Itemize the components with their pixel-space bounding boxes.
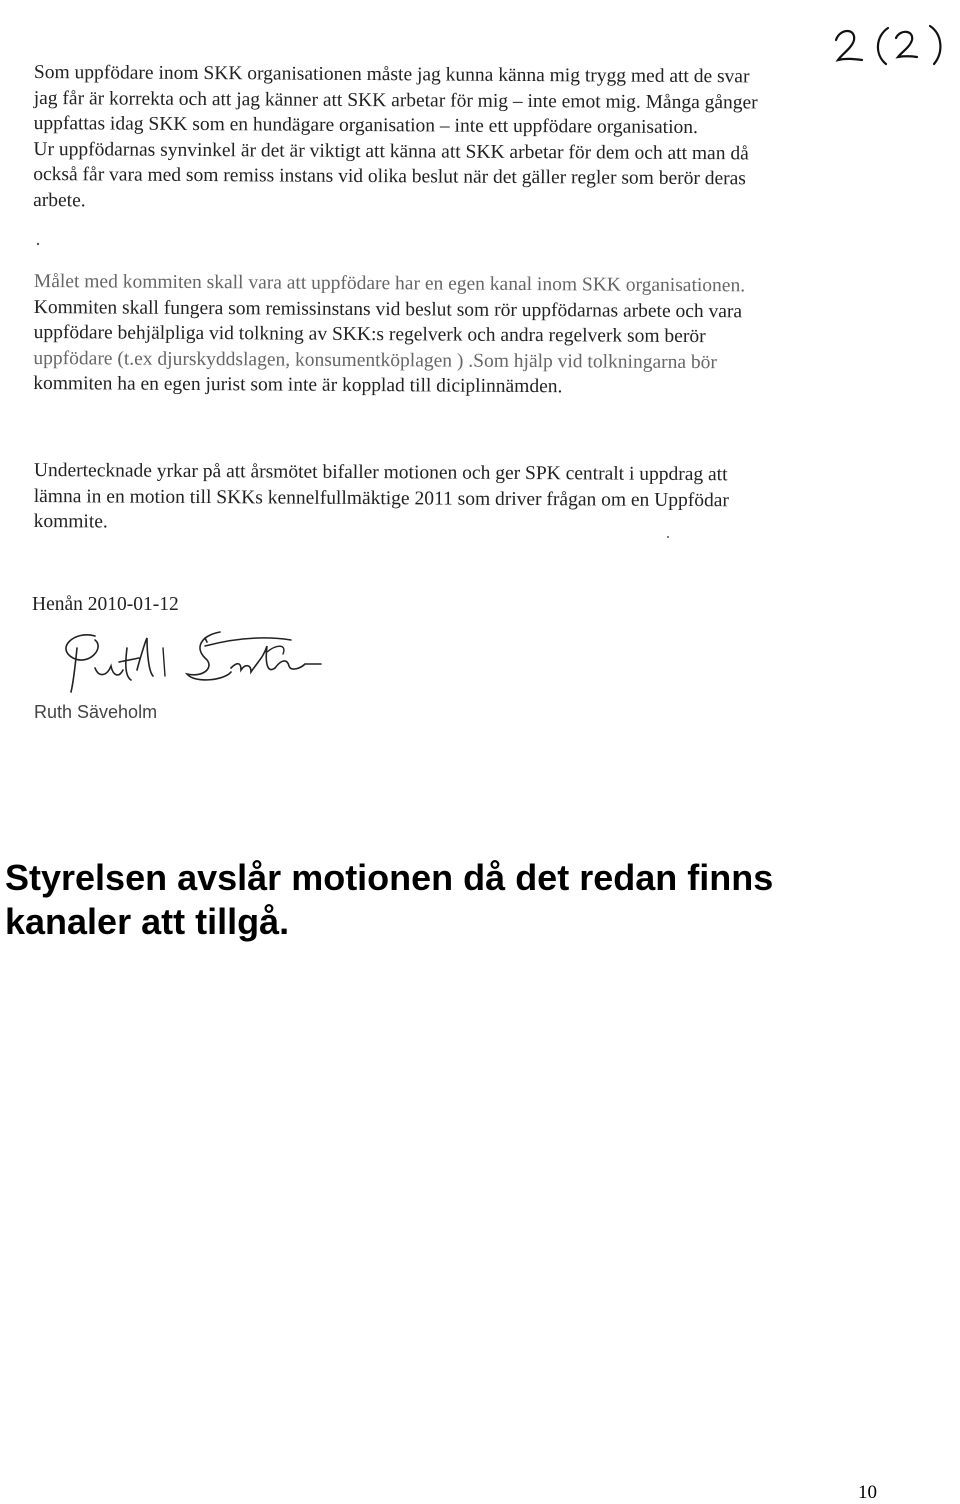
text-line: också får vara med som remiss instans vid olika beslut när det gäller regler som berör deras [33, 163, 746, 190]
paragraph-yrkande [34, 458, 884, 540]
text-line: uppfödare behjälpliga vid tolkning av SKK:s regelverk och andra regelverk som berör [33, 321, 706, 348]
date-line: Henån 2010-01-12 [32, 594, 179, 615]
paragraph-uppfodare-trygghet [33, 60, 884, 218]
paragraph-kommitens-mal [33, 269, 884, 402]
handwritten-page-number [830, 18, 960, 68]
text-line: Som uppfödare inom SKK organisationen måste jag kunna känna mig trygg med att de svar [33, 61, 750, 88]
text-line: uppfattas idag SKK som en hundägare organisation – inte ett uppfödare organisation. [33, 112, 698, 139]
text-line: Kommiten skall fungera som remissinstans vid beslut som rör uppfödarnas arbete och vara [33, 296, 743, 322]
text-line: uppfödare (t.ex djurskyddslagen, konsumentköplagen ) .Som hjälp vid tolkningarna bör [33, 347, 717, 373]
text-line: kommiten ha en egen jurist som inte är kopplad till diciplinnämden. [33, 372, 563, 398]
board-decision: Styrelsen avslår motionen då det redan finns kanaler att tillgå. [5, 857, 774, 942]
text-line: kommite. [33, 510, 108, 533]
text-line: Målet med kommiten skall vara att uppfödare har en egen kanal inom SKK organisationen. [33, 270, 746, 297]
text-line: jag får är korrekta och att jag känner att SKK arbetar för mig – inte emot mig. Många gånger [33, 87, 758, 113]
signer-name: Ruth Säveholm [34, 702, 158, 722]
text-line: lämna in en motion till SKKs kennelfullmäktige 2011 som driver frågan om en Uppfödar [33, 485, 730, 511]
page-number: 10 [858, 1482, 877, 1503]
handwritten-signature [55, 618, 325, 698]
text-line: arbete. [33, 189, 86, 211]
text-line: Ur uppfödarnas synvinkel är det är viktigt att känna att SKK arbetar för dem och att man då [33, 138, 749, 164]
text-line: Undertecknade yrkar på att årsmötet bifaller motionen och ger SPK centralt i uppdrag att [33, 459, 728, 486]
